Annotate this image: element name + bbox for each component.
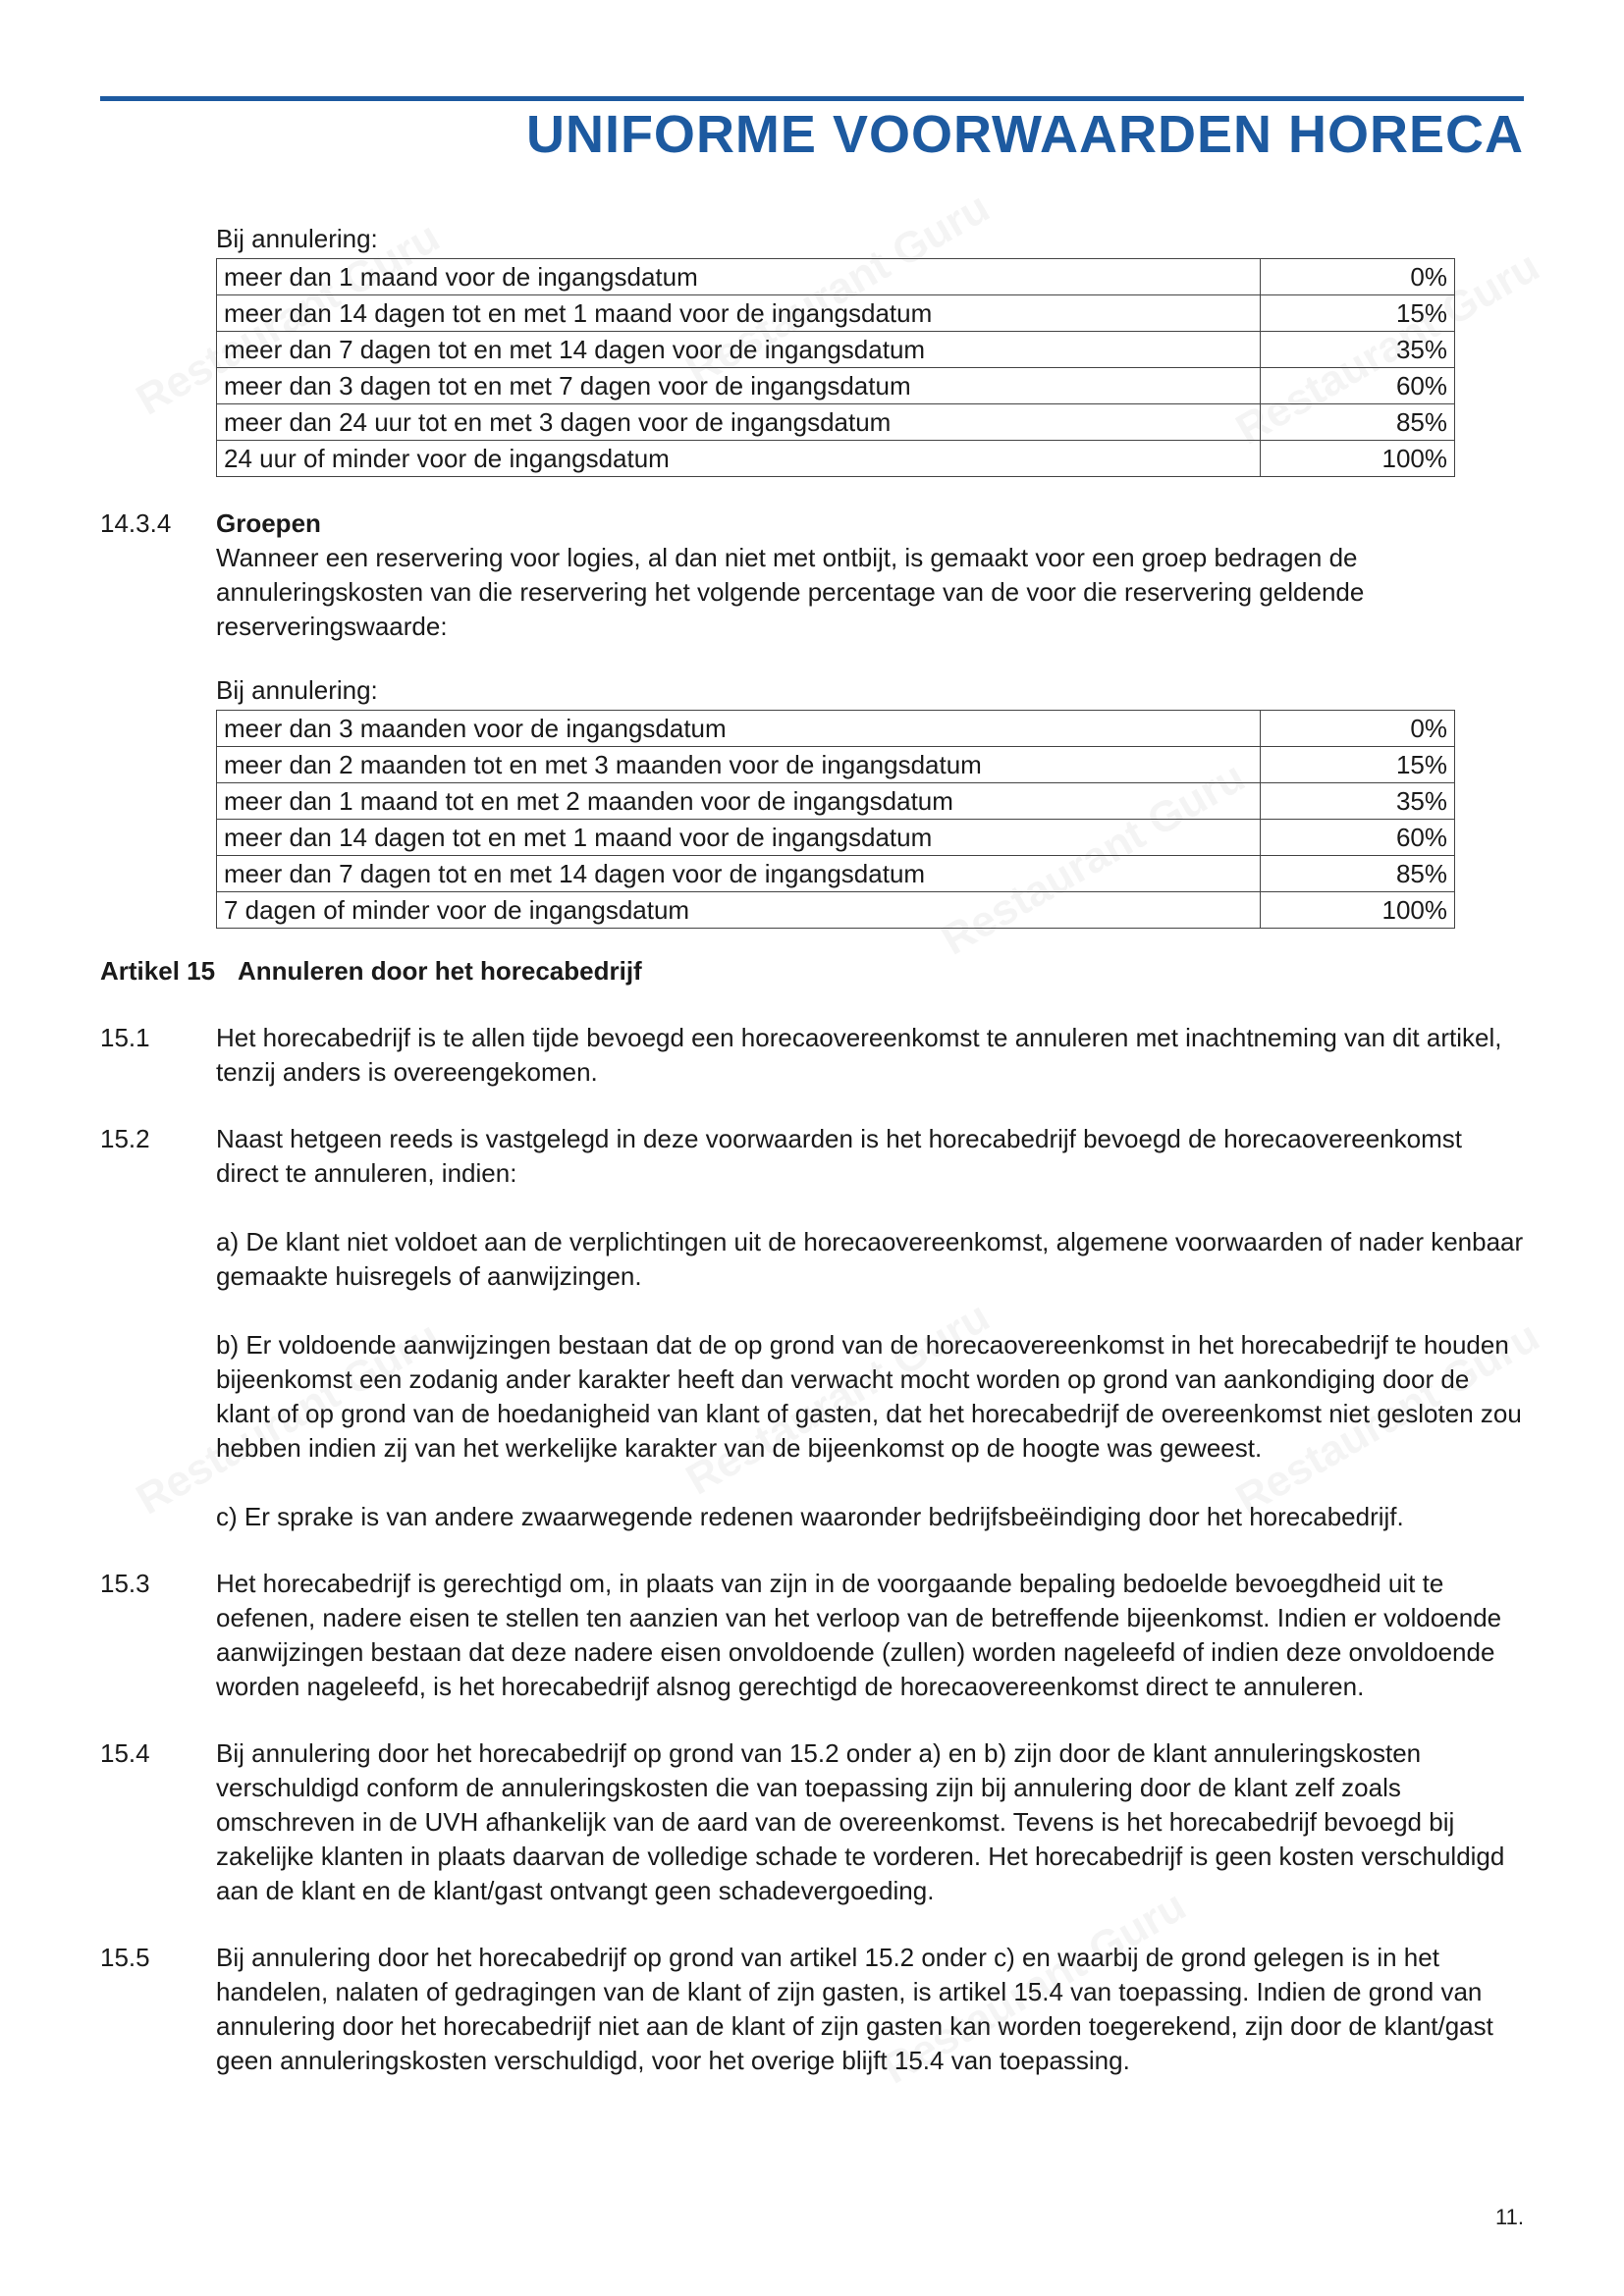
- table-row: [217, 332, 1455, 368]
- period-cell: meer dan 1 maand tot en met 2 maanden voor de ingangsdatum: [217, 783, 1261, 820]
- section-text: Het horecabedrijf is gerechtigd om, in plaats van zijn in de voorgaande bepaling bedoelde bevoegdheid uit te oefenen, nadere eisen te stellen ten aanzien van het verloop van de betreffende bijeenkomst. Indien er voldoende aanwijzingen bestaan dat deze nadere eisen onvoldoende (zullen) worden nageleefd of indien deze onvoldoende worden nageleefd, is het horecabedrijf alsnog gerechtigd de horecaovereenkomst direct te annuleren.: [216, 1569, 1502, 1701]
- table-row: [217, 783, 1455, 820]
- table-row: [217, 711, 1455, 747]
- table-row: [217, 259, 1455, 295]
- section-number: 15.4: [100, 1738, 150, 1768]
- period-cell: meer dan 1 maand voor de ingangsdatum: [217, 259, 1261, 295]
- cancellation-table-individual: [216, 258, 1455, 477]
- section-number: 14.3.4: [100, 508, 172, 538]
- percentage-cell: 60%: [1261, 368, 1455, 404]
- percentage-cell: 0%: [1261, 259, 1455, 295]
- clause-b: b) Er voldoende aanwijzingen bestaan dat de op grond van de horecaovereenkomst in het horecabedrijf te houden bijeenkomst een zodanig ander karakter heeft dan verwacht mocht worden op grond van aankondiging door de klant of op grond van de hoedanigheid van klant of gasten, dat het horecabedrijf de overeenkomst niet gesloten zou hebben indien zij van het werkelijke karakter van de bijeenkomst op de hoogte was geweest.: [216, 1330, 1522, 1463]
- section-15-4: [100, 1736, 1524, 1908]
- period-cell: meer dan 14 dagen tot en met 1 maand voor de ingangsdatum: [217, 295, 1261, 332]
- section-15-3: [100, 1567, 1524, 1704]
- document-content: [100, 222, 1524, 2110]
- period-cell: meer dan 2 maanden tot en met 3 maanden voor de ingangsdatum: [217, 747, 1261, 783]
- section-text: Wanneer een reservering voor logies, al dan niet met ontbijt, is gemaakt voor een groep bedragen de annuleringskosten van die reservering het volgende percentage van de voor die reservering geldende reserveringswaarde:: [216, 543, 1365, 641]
- table-row: [217, 441, 1455, 477]
- article-title: Annuleren door het horecabedrijf: [238, 956, 642, 986]
- section-text: Het horecabedrijf is te allen tijde bevoegd een horecaovereenkomst te annuleren met inachtneming van dit artikel, tenzij anders is overeengekomen.: [216, 1023, 1502, 1087]
- article-number: Artikel 15: [100, 956, 216, 986]
- section-15-1: [100, 1021, 1524, 1090]
- table-row: [217, 747, 1455, 783]
- article-heading: [100, 954, 1524, 988]
- table-intro: Bij annulering:: [216, 675, 378, 705]
- table-row: [217, 295, 1455, 332]
- table-row: [217, 368, 1455, 404]
- period-cell: meer dan 24 uur tot en met 3 dagen voor de ingangsdatum: [217, 404, 1261, 441]
- period-cell: 24 uur of minder voor de ingangsdatum: [217, 441, 1261, 477]
- percentage-cell: 100%: [1261, 441, 1455, 477]
- section-heading: Groepen: [216, 508, 321, 538]
- clause-a: a) De klant niet voldoet aan de verplichtingen uit de horecaovereenkomst, algemene voorwaarden of nader kenbaar gemaakte huisregels of aanwijzingen.: [216, 1227, 1524, 1291]
- percentage-cell: 85%: [1261, 856, 1455, 892]
- period-cell: meer dan 3 dagen tot en met 7 dagen voor de ingangsdatum: [217, 368, 1261, 404]
- clause-c: c) Er sprake is van andere zwaarwegende redenen waaronder bedrijfsbeëindiging door het horecabedrijf.: [216, 1502, 1404, 1531]
- period-cell: meer dan 3 maanden voor de ingangsdatum: [217, 711, 1261, 747]
- section-text: Naast hetgeen reeds is vastgelegd in deze voorwaarden is het horecabedrijf bevoegd de horecaovereenkomst direct te annuleren, indien:: [216, 1124, 1463, 1188]
- period-cell: meer dan 7 dagen tot en met 14 dagen voor de ingangsdatum: [217, 332, 1261, 368]
- page-number: 11.: [1495, 2205, 1524, 2229]
- table-intro: Bij annulering:: [216, 224, 378, 253]
- table-row: [217, 892, 1455, 929]
- percentage-cell: 15%: [1261, 747, 1455, 783]
- section-number: 15.1: [100, 1023, 150, 1052]
- percentage-cell: 85%: [1261, 404, 1455, 441]
- header-rule: [100, 96, 1524, 101]
- percentage-cell: 0%: [1261, 711, 1455, 747]
- percentage-cell: 60%: [1261, 820, 1455, 856]
- section-text: Bij annulering door het horecabedrijf op grond van 15.2 onder a) en b) zijn door de klant annuleringskosten verschuldigd conform de annuleringskosten die van toepassing zijn bij annulering door de klant zelf zoals omschreven in de UVH afhankelijk van de aard van de overeenkomst. Tevens is het horecabedrijf bevoegd bij zakelijke klanten in plaats daarvan de volledige schade te vorderen. Het horecabedrijf is geen kosten verschuldigd aan de klant en de klant/gast ontvangt geen schadevergoeding.: [216, 1738, 1505, 1905]
- section-15-5: [100, 1941, 1524, 2078]
- section-number: 15.5: [100, 1943, 150, 1972]
- period-cell: meer dan 14 dagen tot en met 1 maand voor de ingangsdatum: [217, 820, 1261, 856]
- section-14-3-4: [100, 507, 1524, 644]
- section-15-2: [100, 1122, 1524, 1534]
- table-row: [217, 404, 1455, 441]
- percentage-cell: 100%: [1261, 892, 1455, 929]
- percentage-cell: 15%: [1261, 295, 1455, 332]
- period-cell: meer dan 7 dagen tot en met 14 dagen voor de ingangsdatum: [217, 856, 1261, 892]
- section-text: Bij annulering door het horecabedrijf op grond van artikel 15.2 onder c) en waarbij de grond gelegen is in het handelen, nalaten of gedragingen van de klant of zijn gasten, is artikel 15.4 van toepassing. Indien de grond van annulering door het horecabedrijf niet aan de klant of zijn gasten kan worden toegerekend, zijn door de klant/gast geen annuleringskosten verschuldigd, voor het overige blijft 15.4 van toepassing.: [216, 1943, 1493, 2075]
- percentage-cell: 35%: [1261, 783, 1455, 820]
- section-number: 15.3: [100, 1569, 150, 1598]
- page-title: UNIFORME VOORWAARDEN HORECA: [525, 105, 1524, 164]
- table-row: [217, 820, 1455, 856]
- percentage-cell: 35%: [1261, 332, 1455, 368]
- table-row: [217, 856, 1455, 892]
- cancellation-table-groups: [216, 710, 1455, 929]
- section-number: 15.2: [100, 1124, 150, 1153]
- period-cell: 7 dagen of minder voor de ingangsdatum: [217, 892, 1261, 929]
